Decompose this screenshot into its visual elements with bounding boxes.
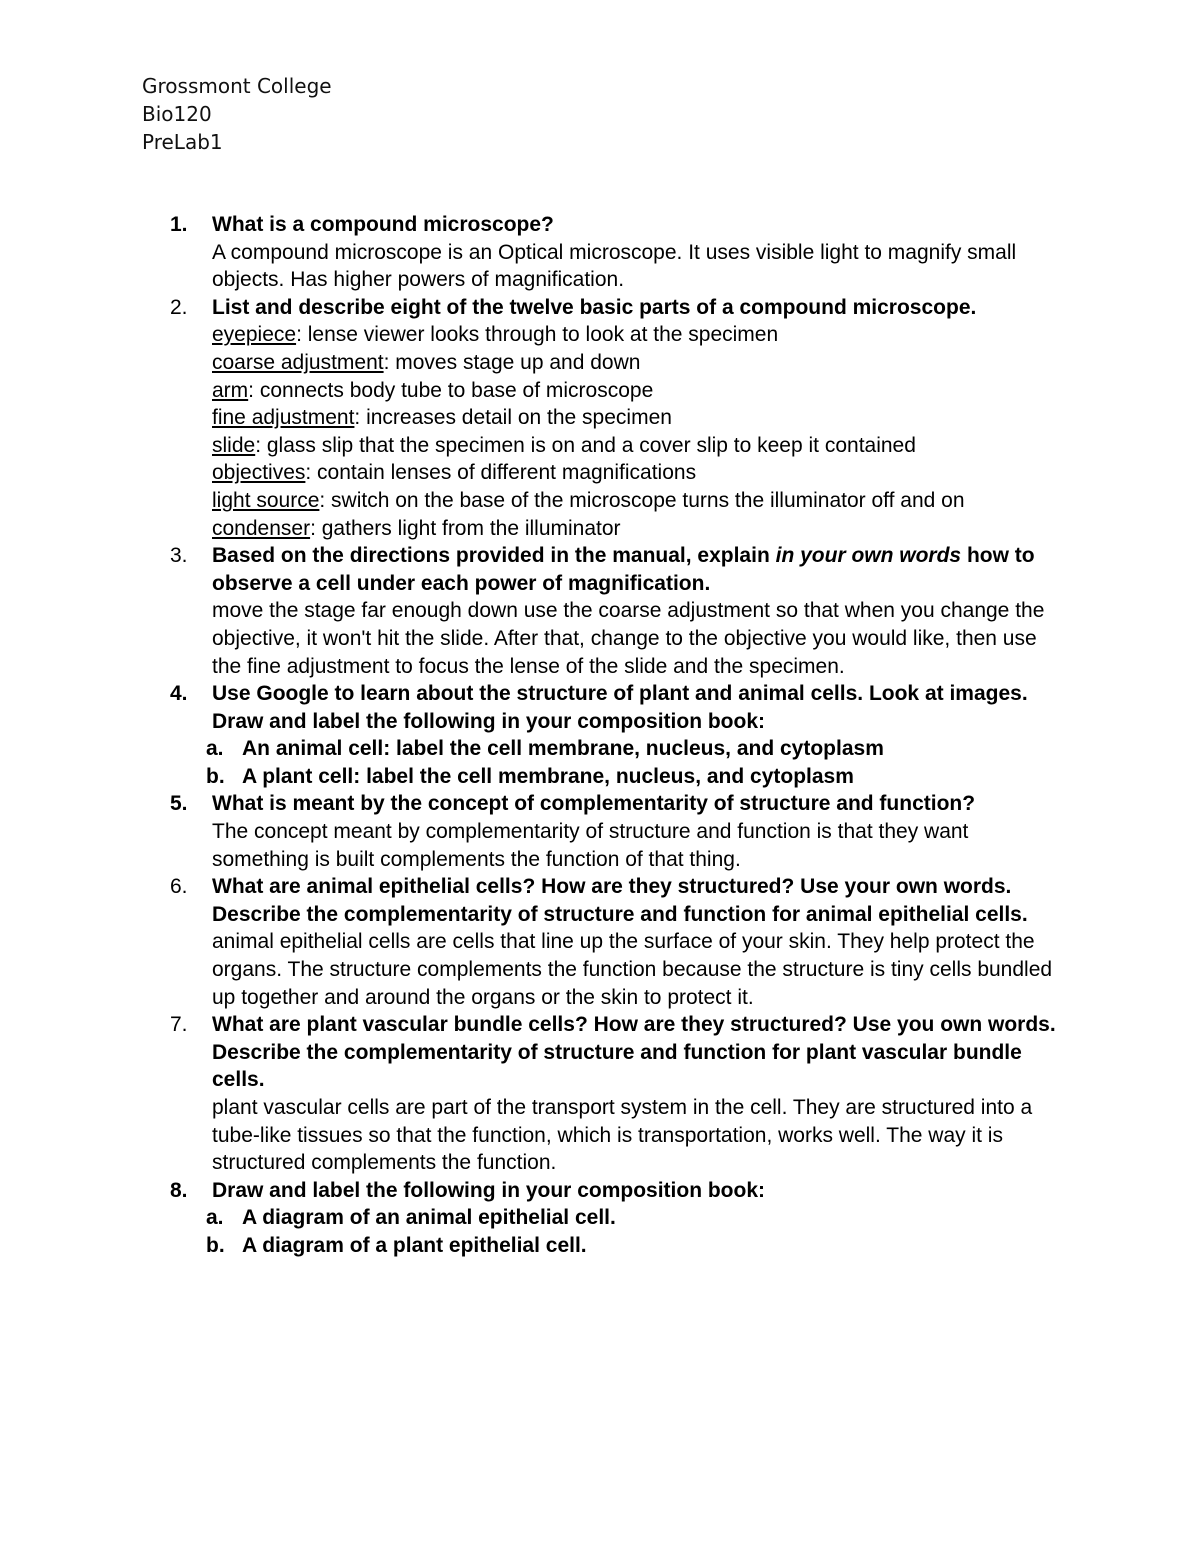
part-desc: : lense viewer looks through to look at the specimen xyxy=(296,323,779,347)
sub-text: A diagram of an animal epithelial cell. xyxy=(242,1206,616,1230)
answer-text: A compound microscope is an Optical microscope. It uses visible light to magnify small objects. Has higher powers of magnification. xyxy=(212,240,1017,292)
part-term: fine adjustment xyxy=(212,406,355,430)
part-term: condenser xyxy=(212,516,311,540)
part-desc: : gathers light from the illuminator xyxy=(310,516,621,540)
part-desc: : moves stage up and down xyxy=(383,350,641,374)
sub-item xyxy=(170,1204,1070,1232)
question-item-4 xyxy=(170,680,1070,735)
sub-item xyxy=(170,735,1070,763)
question-item-2 xyxy=(170,294,1070,542)
sub-text: An animal cell: label the cell membrane, nucleus, and cytoplasm xyxy=(242,737,884,761)
sub-letter: b. xyxy=(206,764,225,788)
part-desc: : switch on the base of the microscope turns the illuminator off and on xyxy=(319,488,965,512)
question-text: Draw and label the following in your composition book: xyxy=(212,1178,766,1202)
question-text xyxy=(212,542,1070,597)
assignment-title: PreLab1 xyxy=(142,130,223,154)
part-term: objectives xyxy=(212,461,306,485)
question-item-1 xyxy=(170,211,1070,294)
part-item xyxy=(212,377,1070,405)
question-text-start: Based on the directions provided in the manual, explain xyxy=(212,544,776,568)
question-text: What are plant vascular bundle cells? How are they structured? Use you own words. Describe the complementarity of structure and function for plant vascular bundle cells. xyxy=(212,1013,1056,1092)
question-number: 2. xyxy=(170,295,188,319)
question-item-3 xyxy=(170,542,1070,680)
answer-text: The concept meant by complementarity of structure and function is that they want something is built complements the function of that thing. xyxy=(212,820,969,871)
question-emphasis: in your own words xyxy=(775,544,962,568)
sub-letter: a. xyxy=(206,1206,224,1230)
answer-text: animal epithelial cells are cells that line up the surface of your skin. They help protect the organs. The structure complements the function because the structure is tiny cells bundled up together and around the organs or the skin to protect it. xyxy=(212,930,1053,1009)
part-desc: : contain lenses of different magnifications xyxy=(305,461,697,485)
part-item xyxy=(212,515,1070,543)
part-item xyxy=(212,459,1070,487)
part-item xyxy=(212,404,1070,432)
sub-text: A plant cell: label the cell membrane, nucleus, and cytoplasm xyxy=(242,764,854,788)
answer-text: plant vascular cells are part of the transport system in the cell. They are structured into a tube-like tissues so that the function, which is transportation, works well. The way it is structured complements the function. xyxy=(212,1096,1033,1175)
part-term: light source xyxy=(212,488,320,512)
question-text: What is meant by the concept of complementarity of structure and function? xyxy=(212,792,976,816)
question-text-end: how to observe a cell under each power of magnification. xyxy=(212,544,1035,595)
question-number: 6. xyxy=(170,875,188,899)
part-item xyxy=(212,432,1070,460)
sub-item xyxy=(170,763,1070,791)
question-number: 1. xyxy=(170,213,188,236)
part-item xyxy=(212,321,1070,349)
part-term: slide xyxy=(212,433,256,457)
part-desc: : connects body tube to base of microscope xyxy=(248,378,654,402)
sub-letter: a. xyxy=(206,737,224,761)
question-text: Use Google to learn about the structure of plant and animal cells. Look at images. Draw and label the following in your composition book: xyxy=(212,682,1028,733)
question-item-6 xyxy=(170,873,1070,1011)
question-text: What are animal epithelial cells? How are they structured? Use your own words. Describe the complementarity of structure and function for animal epithelial cells. xyxy=(212,875,1028,926)
sub-item xyxy=(170,1232,1070,1260)
part-term: eyepiece xyxy=(212,323,297,347)
sub-text: A diagram of a plant epithelial cell. xyxy=(242,1233,587,1257)
question-item-8 xyxy=(170,1177,1070,1205)
question-number: 4. xyxy=(170,682,188,706)
question-text: List and describe eight of the twelve basic parts of a compound microscope. xyxy=(212,295,977,319)
question-item-5 xyxy=(170,790,1070,873)
sub-letter: b. xyxy=(206,1233,225,1257)
question-number: 7. xyxy=(170,1013,188,1037)
question-number: 8. xyxy=(170,1178,188,1202)
part-item xyxy=(212,349,1070,377)
part-desc: : glass slip that the specimen is on and a cover slip to keep it contained xyxy=(255,433,916,457)
course-code: Bio120 xyxy=(142,102,212,126)
question-item-7 xyxy=(170,1011,1070,1177)
part-desc: : increases detail on the specimen xyxy=(354,406,672,430)
college-name: Grossmont College xyxy=(142,74,332,98)
document-header xyxy=(142,72,332,156)
part-item xyxy=(212,487,1070,515)
question-list xyxy=(170,211,1070,1260)
part-term: arm xyxy=(212,378,249,402)
answer-text: move the stage far enough down use the coarse adjustment so that when you change the objective, it won't hit the slide. After that, change to the objective you would like, then use the fine adjustment to focus the lense of the slide and the specimen. xyxy=(212,599,1045,678)
part-term: coarse adjustment xyxy=(212,350,384,374)
question-text: What is a compound microscope? xyxy=(212,213,554,236)
question-number: 3. xyxy=(170,544,188,568)
question-number: 5. xyxy=(170,792,188,816)
